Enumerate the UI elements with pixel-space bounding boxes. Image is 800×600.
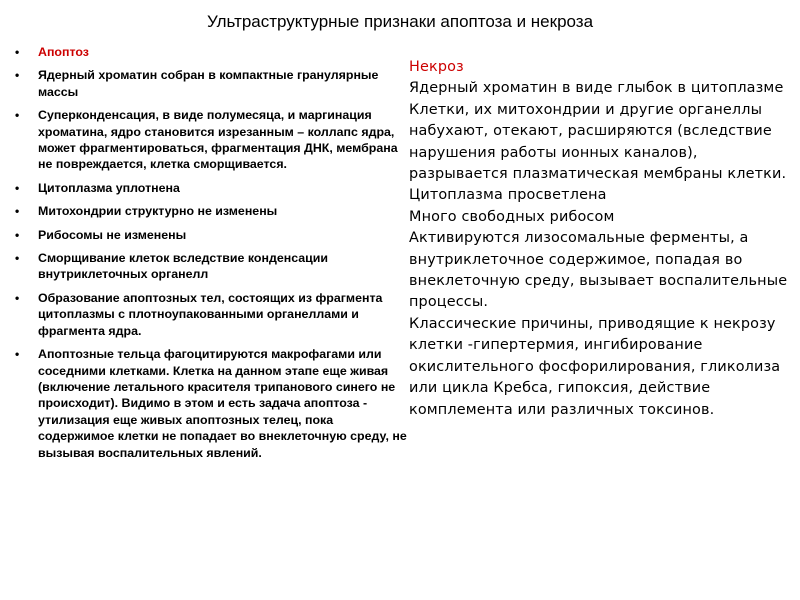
list-item-text: Ядерный хроматин собран в компактные гранулярные массы — [38, 68, 379, 99]
list-item — [14, 227, 412, 243]
list-item-text: Цитоплазма уплотнена — [38, 180, 180, 195]
list-item — [14, 107, 412, 173]
bullet-icon: • — [15, 180, 20, 195]
list-item — [14, 346, 412, 461]
list-item — [14, 203, 412, 219]
necrosis-paragraph: Цитоплазма просветлена — [409, 187, 607, 204]
apoptosis-heading: Апоптоз — [38, 45, 89, 59]
apoptosis-list — [14, 44, 412, 461]
bullet-icon: • — [15, 290, 20, 305]
bullet-icon: • — [15, 347, 20, 362]
list-item — [14, 67, 412, 100]
apoptosis-heading-item — [14, 44, 412, 60]
list-item-text: Сморщивание клеток вследствие конденсации внутриклеточных органелл — [38, 251, 328, 282]
necrosis-heading: Некроз — [409, 59, 464, 75]
slide-title: Ультраструктурные признаки апоптоза и некроза — [206, 12, 594, 31]
necrosis-paragraph: Активируются лизосомальные ферменты, а внутриклеточное содержимое, попадая во внеклеточную среду, вызывает воспалительные процессы. — [409, 230, 788, 311]
necrosis-paragraph: Клетки, их митохондрии и другие органеллы набухают, отекают, расширяются (вследствие нарушения работы ионных каналов), разрывается плазматическая мембраны клетки. — [409, 101, 787, 183]
bullet-icon: • — [15, 204, 20, 219]
apoptosis-column — [14, 44, 412, 468]
necrosis-paragraph: Ядерный хроматин в виде глыбок в цитоплазме — [409, 80, 784, 97]
list-item-text: Апоптозные тельца фагоцитируются макрофагами или соседними клетками. Клетка на данном этапе еще живая (включение летального красителя трипанового синего не происходит). Видимо в этом и есть задача апоптоза - утилизация еще живых апоптозных телец, пока содержимое клетки не попадает во внеклеточную среду, не вызывая воспалительных явлений. — [38, 347, 407, 460]
bullet-icon: • — [15, 45, 20, 59]
list-item-text: Рибосомы не изменены — [38, 227, 187, 242]
list-item — [14, 250, 412, 283]
necrosis-paragraph: Классические причины, приводящие к некрозу клетки -гипертермия, ингибирование окислительного фосфорилирования, гликолиза или цикла Кребса, гипоксия, действие комплемента или различных токсинов. — [409, 315, 781, 418]
list-item-text: Образование апоптозных тел, состоящих из фрагмента цитоплазмы с плотноупакованными органеллами и фрагмента ядра. — [38, 290, 383, 338]
list-item-text: Суперконденсация, в виде полумесяца, и маргинация хроматина, ядро становится изрезанным – коллапс ядра, может фрагментироваться, фрагментация ДНК, мембрана не повреждается, клетка сморщивается. — [38, 108, 398, 172]
bullet-icon: • — [15, 108, 20, 123]
necrosis-column — [409, 57, 797, 421]
bullet-icon: • — [15, 227, 20, 242]
list-item — [14, 290, 412, 339]
bullet-icon: • — [15, 251, 20, 266]
necrosis-paragraph: Много свободных рибосом — [409, 208, 615, 225]
list-item — [14, 180, 412, 196]
bullet-icon: • — [15, 68, 20, 83]
list-item-text: Митохондрии структурно не изменены — [38, 204, 278, 219]
